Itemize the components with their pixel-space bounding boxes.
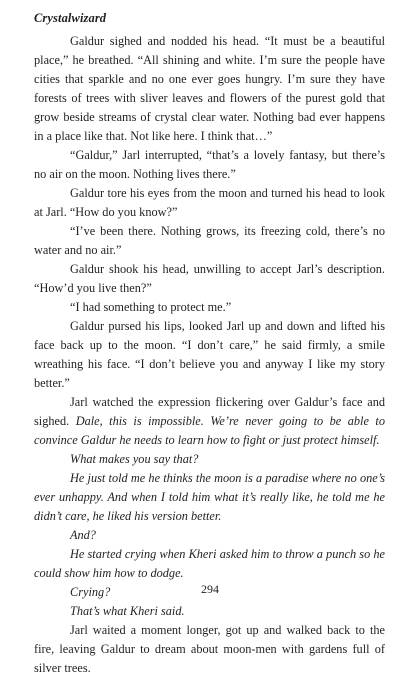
thought-text: Dale, this is impossible. We’re never going to be able to convince Galdur he needs to learn how to fight or just protect himself. [34, 414, 385, 447]
paragraph-italic: And? [70, 528, 96, 542]
paragraph: Galdur shook his head, unwilling to accept Jarl’s description. “How’d you live then?” [34, 262, 385, 295]
paragraph-italic: Crying? [70, 585, 111, 599]
paragraph-italic: That’s what Kheri said. [70, 604, 185, 618]
paragraph: Galdur pursed his lips, looked Jarl up and down and lifted his face back up to the moon. “I don’t care,” he said firmly, a smile wreathing his face. “I don’t believe you and anyway I like my story better.” [34, 319, 385, 390]
running-head-title: Crystalwizard [34, 11, 107, 25]
paragraph-italic: What makes you say that? [70, 452, 199, 466]
paragraph: “Galdur,” Jarl interrupted, “that’s a lovely fantasy, but there’s no air on the moon. Nothing lives there.” [34, 148, 385, 181]
paragraph: Galdur tore his eyes from the moon and turned his head to look at Jarl. “How do you know?” [34, 186, 385, 219]
paragraph: “I had something to protect me.” [70, 300, 232, 314]
paragraph: “I’ve been there. Nothing grows, its freezing cold, there’s no water and no air.” [34, 224, 385, 257]
paragraph-italic: He started crying when Kheri asked him to throw a punch so he could show him how to dodge. [34, 547, 385, 580]
paragraph-mixed [34, 393, 385, 450]
paragraph-italic: He just told me he thinks the moon is a paradise where no one’s ever unhappy. And when I told him what it’s really like, he told me he didn’t care, he liked his version better. [34, 471, 385, 523]
page-number: 294 [201, 582, 219, 596]
paragraph: Galdur sighed and nodded his head. “It must be a beautiful place,” he breathed. “All shining and white. I’m sure the people have cities that sparkle and no one ever goes hungry. I’m sure they have forests of trees with sliver leaves and flowers of the purest gold that grow beside streams of crystal clear water. Nothing bad ever happens in a place like that. Not like here. I think that…” [34, 34, 385, 143]
paragraph: Jarl waited a moment longer, got up and walked back to the fire, leaving Galdur to dream about moon-men with gardens full of silver trees. [34, 623, 385, 675]
narration-text: Jarl watched the expression flickering over Galdur’s face and sighed. [34, 395, 385, 428]
